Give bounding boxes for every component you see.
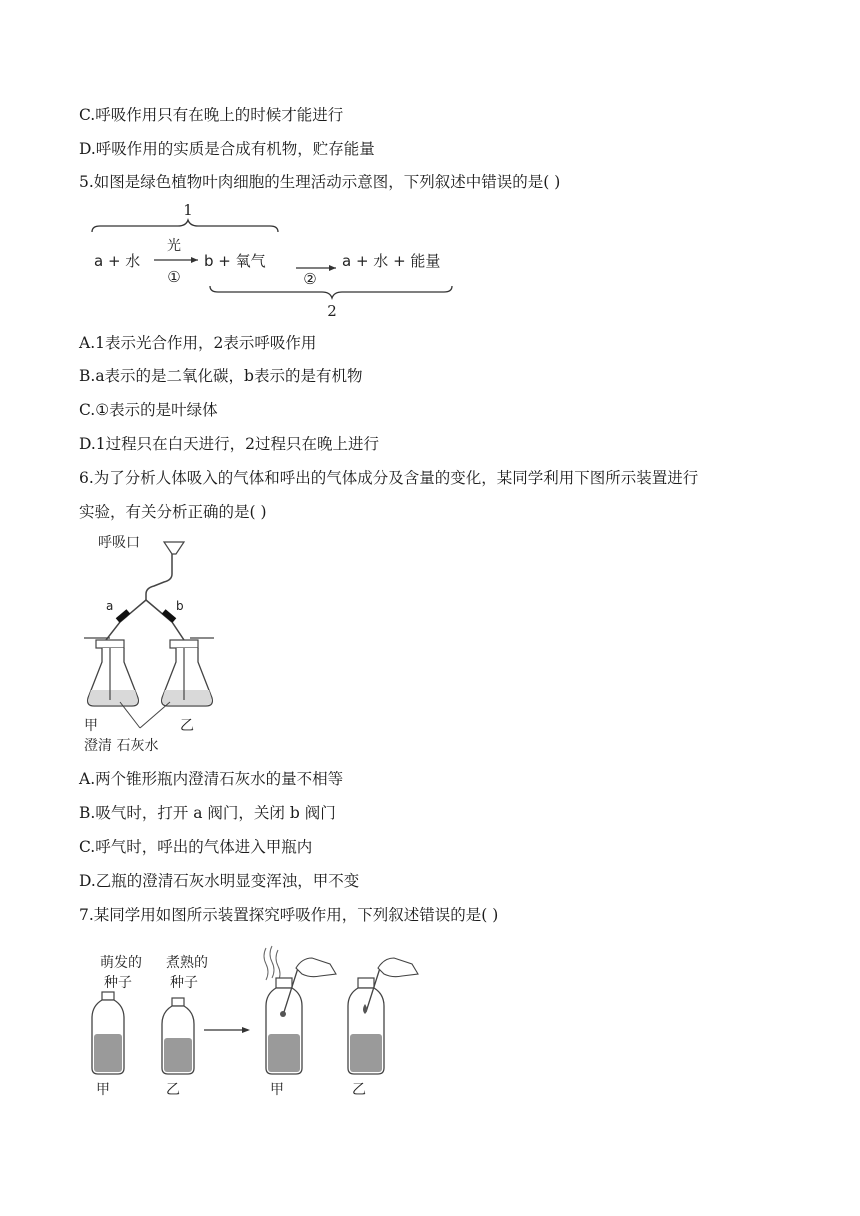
pointer-right [140, 702, 170, 728]
jar-jia-left [92, 992, 124, 1074]
limewater-label: 澄清 石灰水 [84, 738, 159, 754]
breathing-tube [146, 554, 172, 600]
q5-option-a: A.1表示光合作用，2表示呼吸作用 [79, 334, 317, 352]
arrow2-label: ② [303, 270, 317, 288]
flask-jia-label: 甲 [84, 718, 98, 734]
fig5-left-term: a + 水 [94, 252, 141, 270]
q5-option-d: D.1过程只在白天进行，2过程只在晚上进行 [79, 435, 380, 453]
brace-1 [92, 220, 278, 232]
fig5-middle-term: b + 氧气 [204, 252, 266, 270]
question-5: 5.如图是绿色植物叶肉细胞的生理活动示意图，下列叙述中错误的是( ) [79, 173, 561, 191]
q4-option-d: D.呼吸作用的实质是合成有机物，贮存能量 [79, 140, 375, 158]
q5-option-c: C.①表示的是叶绿体 [79, 401, 218, 419]
cooked-seeds-label-2: 种子 [170, 975, 198, 991]
process-arrow-head [242, 1027, 250, 1033]
arrow-1-head [191, 257, 198, 263]
sprouting-seeds-label-2: 种子 [104, 975, 132, 991]
jar-jia-label: 甲 [96, 1082, 110, 1098]
arrow1-condition: 光 [167, 238, 181, 254]
q6-option-a: A.两个锥形瓶内澄清石灰水的量不相等 [79, 770, 344, 788]
q5-option-b: B.a表示的是二氧化碳，b表示的是有机物 [79, 367, 363, 385]
brace-2-label: 2 [327, 302, 337, 320]
question-7: 7.某同学用如图所示装置探究呼吸作用，下列叙述错误的是( ) [79, 906, 499, 924]
brace-1-label: 1 [183, 201, 193, 219]
jar-yi-result-label: 乙 [352, 1082, 366, 1098]
q6-option-b: B.吸气时，打开 a 阀门，关闭 b 阀门 [79, 804, 336, 822]
right-flask-stopper [170, 640, 198, 648]
sprouting-seeds-label: 萌发的 [100, 955, 142, 971]
left-flask-stopper [96, 640, 124, 648]
fig5-right-term: a + 水 + 能量 [342, 252, 441, 270]
flask-jia-liquid [88, 690, 138, 705]
brace-2 [210, 286, 452, 298]
jar-yi-left [162, 998, 194, 1074]
cooked-seeds-label: 煮熟的 [166, 955, 208, 971]
valve-a-label: a [106, 599, 114, 613]
valve-b-label: b [176, 599, 184, 613]
arrow1-label: ① [167, 268, 181, 286]
fig7-seed-experiment [86, 940, 426, 1104]
q6-option-d: D.乙瓶的澄清石灰水明显变浑浊，甲不变 [79, 872, 360, 890]
breathing-mouth-label: 呼吸口 [98, 535, 140, 551]
jar-jia-right [264, 946, 336, 1074]
jar-jia-result-label: 甲 [270, 1082, 284, 1098]
mouthpiece [164, 542, 184, 554]
question-6-line-1: 6.为了分析人体吸入的气体和呼出的气体成分及含量的变化，某同学利用下图所示装置进行 [79, 469, 699, 487]
q6-option-c: C.呼气时，呼出的气体进入甲瓶内 [79, 838, 313, 856]
flask-yi-label: 乙 [180, 718, 194, 734]
jar-yi-label: 乙 [166, 1082, 180, 1098]
fig6-breathing-apparatus [80, 530, 220, 760]
jar-yi-right [348, 958, 418, 1074]
question-6-line-2: 实验，有关分析正确的是( ) [79, 503, 267, 521]
arrow-2-head [329, 265, 336, 271]
fig5-process-diagram [86, 200, 466, 322]
q4-option-c: C.呼吸作用只有在晚上的时候才能进行 [79, 106, 344, 124]
